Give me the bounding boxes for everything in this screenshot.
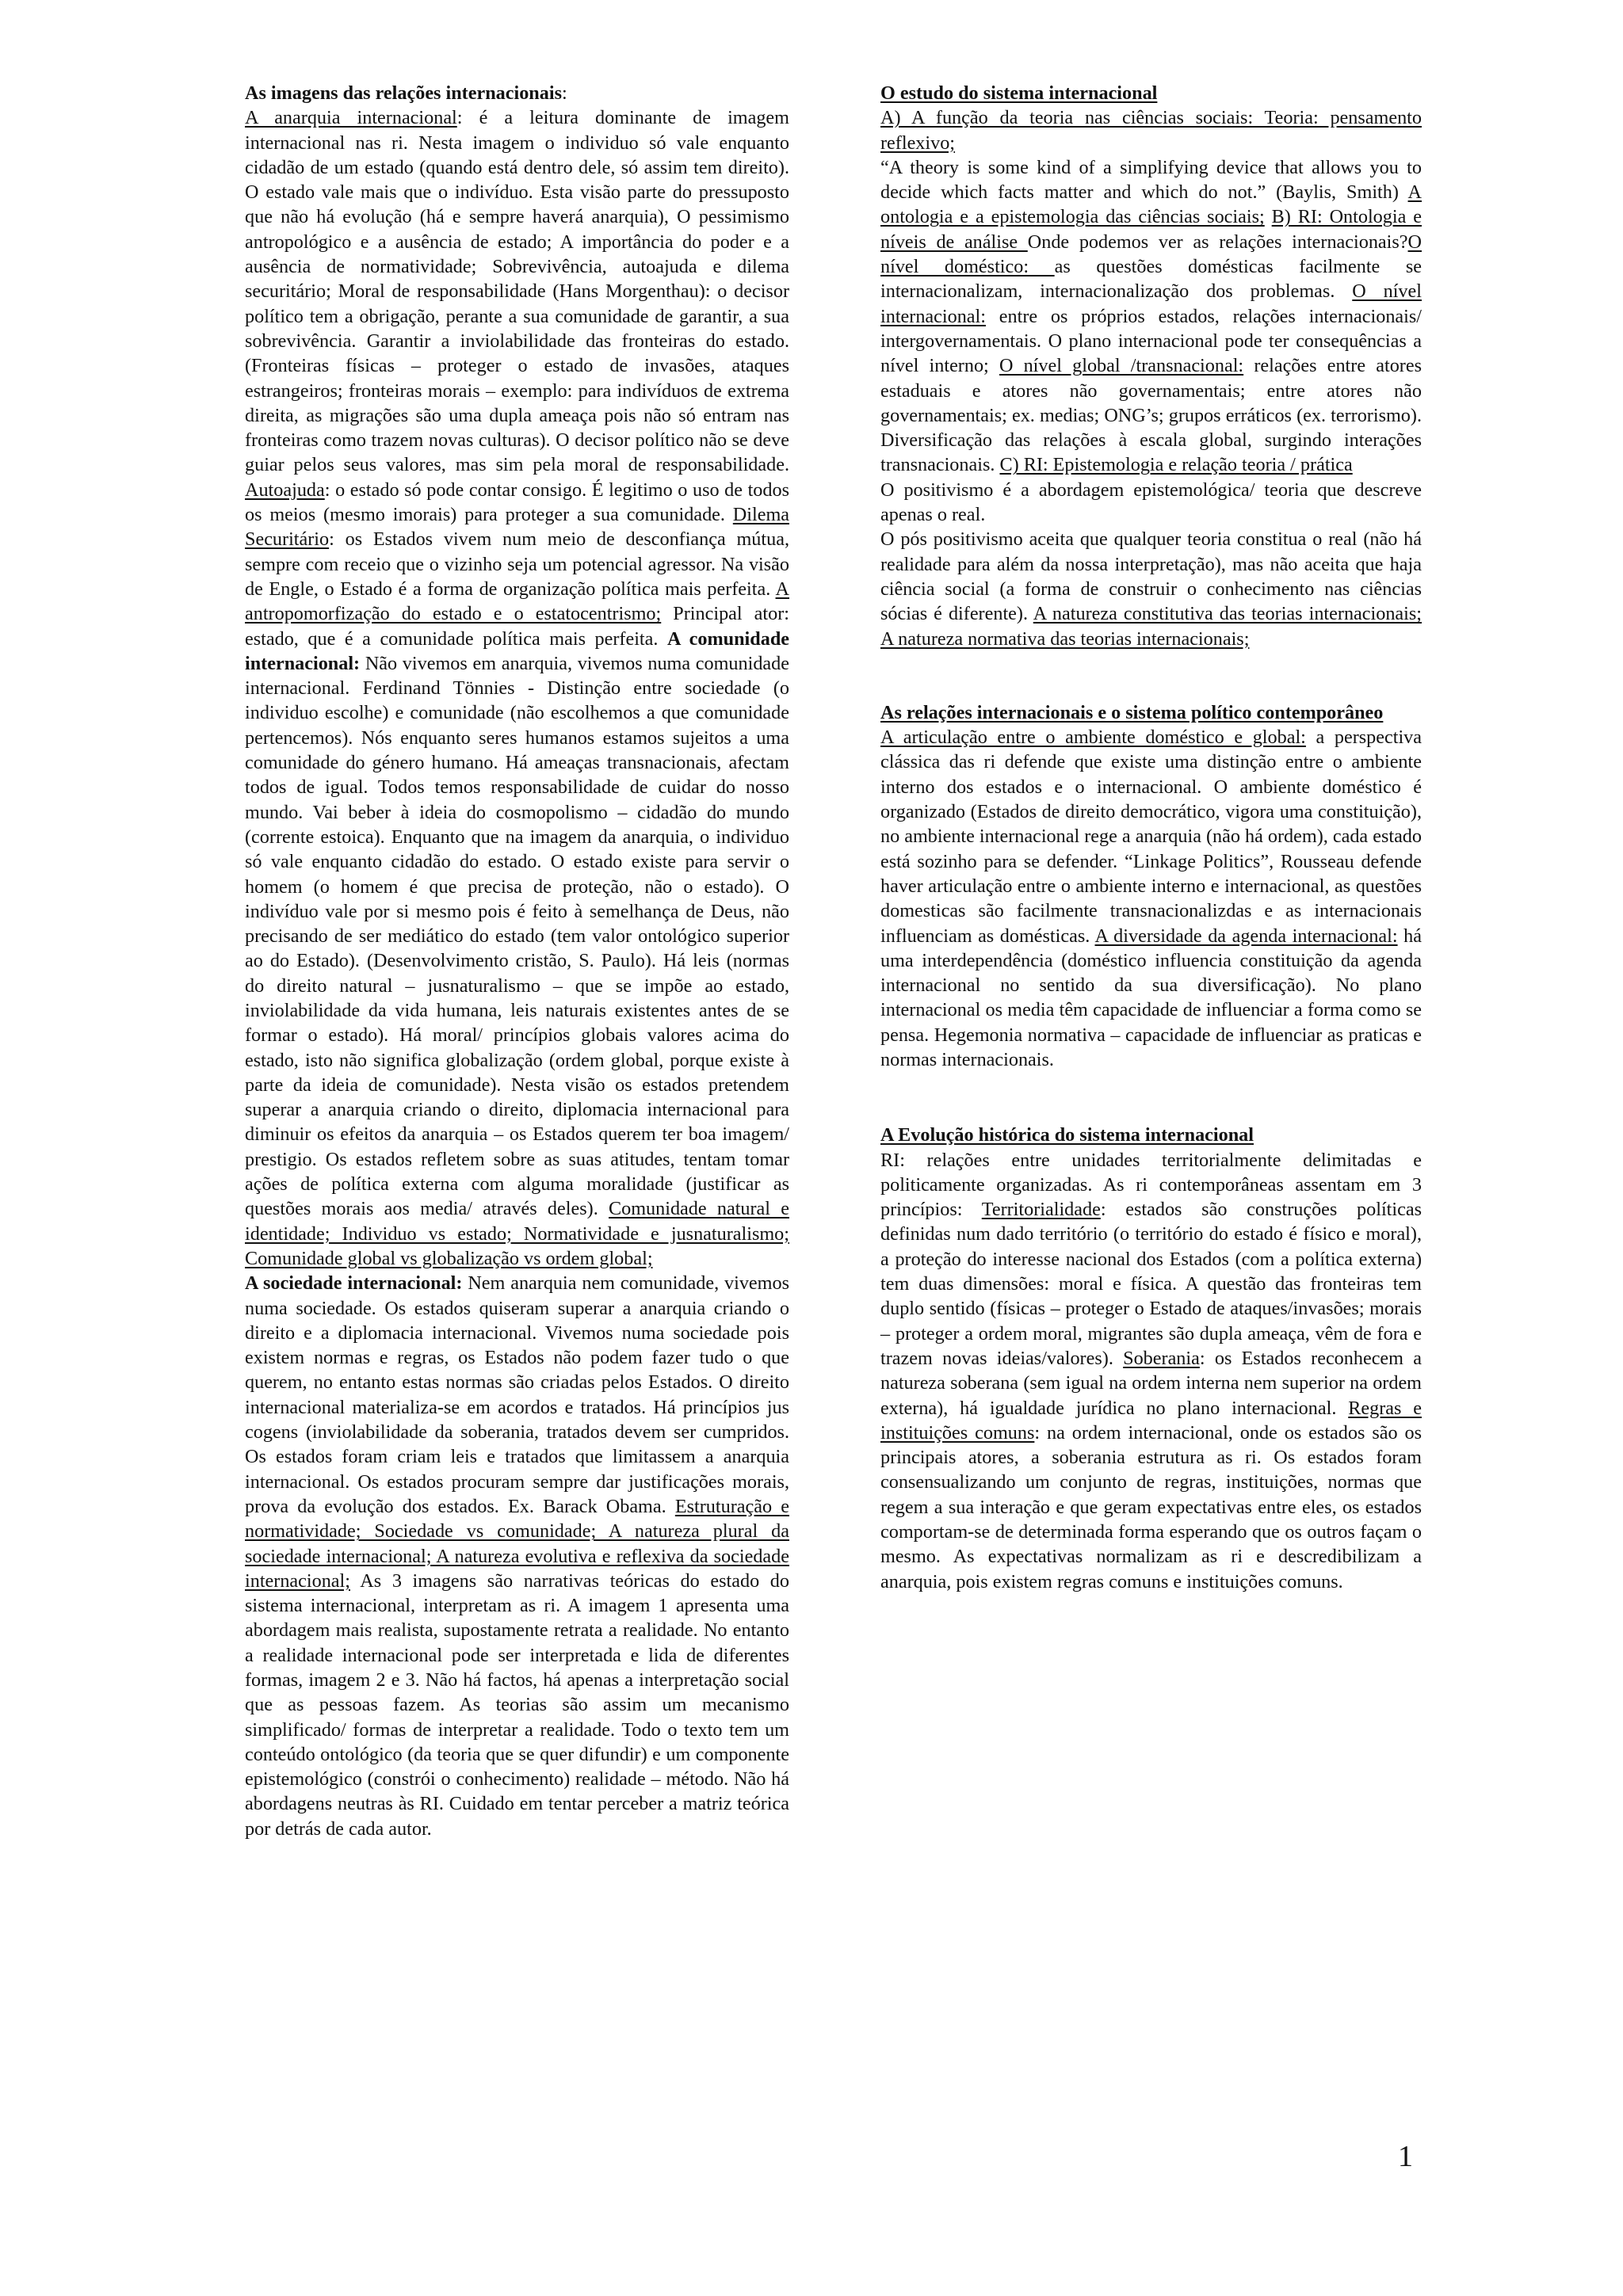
term-regras-instituicoes: Regras e instituições comuns [880, 1397, 1422, 1444]
paragraph-estudo [880, 81, 1422, 478]
heading-comunidade: A comunidade internacional: [245, 627, 790, 674]
paragraph-pos-positivismo [880, 527, 1422, 650]
heading-c-epistemologia: C) RI: Epistemologia e relação teoria / prática [999, 454, 1353, 476]
term-nivel-internacional: O nível internacional: [880, 280, 1422, 327]
text-final: As 3 imagens são narrativas teóricas do estado do sistema internacional, interpretam as ri. A imagem 1 apresenta uma abordagem mais realista, supostamente retrata a realidade. No entanto a realidade internacional pode ser interpretada e lida de diferentes formas, imagem 2 e 3. Não há factos, há apenas a interpretação social que as pessoas fazem. As teorias são assim um mecanismo simplificado/ formas de interpretar a realidade. Todo o texto tem um conteúdo ontológico (da teoria que se quer difundir) e um componente epistemológico (constrói o conhecimento) realidade – método. Não há abordagens neutras às RI. Cuidado em tentar perceber a matriz teórica por detrás de cada autor. [245, 1569, 789, 1840]
term-autoajuda: Autoajuda [245, 479, 325, 501]
text-regras: : na ordem internacional, onde os estados são os principais atores, a soberania estrutura as ri. Os estados foram consensualizando um conjunto de regras, instituições, normas que regem a sua interação e que geram expectativas entre eles, os estados comportam-se de determinada forma esperando que os outros façam o mesmo. As expectativas normalizam as ri e descredibilizam a anarquia, pois existem regras comuns e instituições comuns. [880, 1421, 1423, 1592]
quote-baylis-smith: “A theory is some kind of a simplifying device that allows you to decide which facts matter and which do not.” (Baylis, Smith) [880, 156, 1422, 204]
term-territorialidade: Territorialidade [981, 1199, 1101, 1221]
paragraph-sistema-politico [880, 700, 1422, 1072]
topics-comunidade: Comunidade natural e identidade; Individuo vs estado; Normatividade e jusnaturalismo; Comunidade global vs globalização vs ordem global; [245, 1198, 789, 1269]
paragraph-evolucao [880, 1123, 1422, 1594]
text-territorialidade: : estados são construções políticas definidas num dado território (o território do estado é físico e moral), a proteção do interesse nacional dos Estados (com a política externa) tem duas dimensões: moral e física. A questão das fronteiras tem duplo sentido (físicas – proteger o Estado de ataques/invasões; morais – proteger a ordem moral, migrantes são dupla ameaça, vêm de fora e trazem novas ideias/valores). [880, 1199, 1422, 1369]
text-articulacao: a perspectiva clássica das ri defende que existe uma distinção entre o ambiente interno dos estados e o internacional. O ambiente doméstico é organizado (Estados de direito democrático, vigora uma constituição), no ambiente internacional rege a anarquia (não há ordem), cada estado está sozinho para se defender. “Linkage Politics”, Rousseau defende haver articulação entre o ambiente interno e internacional, as questões domesticas são facilmente transnacionalizdas e as internacionais influenciam as domésticas. [880, 727, 1422, 947]
heading-anarquia: A anarquia internacional [245, 107, 457, 129]
term-nivel-global: O nível global /transnacional: [999, 355, 1244, 377]
text-pos-positivismo: O pós positivismo aceita que qualquer teoria constitua o real (não há realidade para além da nossa interpretação), mas não aceita que haja ciência social (a forma de construir o conhecimento nas ciências sócias é diferente). [880, 528, 1422, 625]
page-number: 1 [1398, 2140, 1413, 2173]
topic-ontologia: A ontologia e a epistemologia das ciências sociais; [880, 181, 1422, 228]
paragraph-positivismo: O positivismo é a abordagem epistemológica/ teoria que descreve apenas o real. [880, 479, 1422, 526]
paragraph-imagens: As imagens das relações internacionais: A anarquia internacional: é a leitura dominante de imagem internacional nas ri. Nesta imagem o individuo só vale enquanto cidadão de um estado (quando está dentro dele, só assim tem direito). O estado vale mais que o indivíduo. Esta visão parte do pressuposto que não há evolução (há e sempre haverá anarquia), O pessimismo antropológico e a ausência de estado; A importância do poder e a ausência de normatividade; Sobrevivência, autoajuda e dilema securitário; Moral de responsabilidade (Hans Morgenthau): o decisor político tem a obrigação, perante a sua comunidade de garantir, a sua sobrevivência. Garantir a inviolabilidade das fronteiras do estado. (Fronteiras físicas – proteger o estado de invasões, ataques estrangeiros; fronteiras morais – exemplo: para indivíduos de extrema direita, as migrações são uma dupla ameaça pois não só entram nas fronteiras como trazem novas culturas). O decisor político não se deve guiar pelos seus valores, mas sim pela moral de responsabilidade. Autoajuda: o estado só pode contar consigo. É legitimo o uso de todos os meios (mesmo imorais) para proteger a sua comunidade. Dilema Securitário: os Estados vivem num meio de desconfiança mútua, sempre com receio que o vizinho seja um potencial agressor. Na visão de Engle, o Estado é a forma de organização política mais perfeita. A antropomorfização do estado e o estatocentrismo; Principal ator: estado, que é a comunidade política mais perfeita. A comunidade internacional: Não vivemos em anarquia, vivemos numa comunidade internacional. Ferdinand Tönnies - Distinção entre sociedade (o individuo escolhe) e comunidade (não escolhemos a que comunidade pertencemos). Nós enquanto seres humanos estamos sujeitos a uma comunidade do género humano. Há ameaças transnacionais, afectam todos de igual. Todos temos responsabilidade de cuidar do nosso mundo. Vai beber à ideia do cosmopolismo – cidadão do mundo (corrente estoica). Enquanto que na imagem da anarquia, o individuo só vale enquanto cidadão do estado. O estado existe para servir o homem (o homem é que precisa de proteção, não o estado). O indivíduo vale por si mesmo pois é feito à semelhança de Deus, não precisando de ser mediático do estado (tem valor ontológico superior ao do Estado). (Desenvolvimento cristão, S. Paulo). Há leis (normas do direito natural – jusnaturalismo – que se impõe ao estado, inviolabilidade da vida humana, leis naturais existentes antes de se formar o estado). Há moral/ princípios globais valores acima do estado, isto não significa globalização (ordem global, porque existe à parte da ideia de comunidade). Nesta visão os estados pretendem superar a anarquia criando o direito, diplomacia internacional para diminuir os efeitos da anarquia – os Estados querem ter boa imagem/ prestigio. Os estados refletem sobre as suas atitudes, tentam tomar ações de política externa com alguma moralidade (justificar as questões morais aos media/ através deles). Comunidade natural e identidade; Individuo vs estado; Normatividade e jusnaturalismo; Comunidade global vs globalização vs ordem global; A sociedade internacional: Nem anarquia nem comunidade, vivemos numa sociedade. Os estados quiseram superar a anarquia criando o direito e a diplomacia internacional. Vivemos numa sociedade pois existem normas e regras, os Estados não podem fazer tudo o que querem, no entanto estas normas são criadas pelos Estados. O direito internacional materializa-se em acordos e tratados. Há princípios jus cogens (inviolabilidade da soberania, tratados devem ser cumpridos. Os estados foram criam leis e tratados que limitassem a anarquia internacional. Os estados procuram sempre dar justificações morais, prova da evolução dos estados. Ex. Barack Obama. Estruturação e normatividade; Sociedade vs comunidade; A natureza plural da sociedade internacional; A natureza evolutiva e reflexiva da sociedade internacional; As 3 imagens são narrativas teóricas do estado do sistema internacional, interpretam as ri. A imagem 1 apresenta uma abordagem mais realista, supostamente retrata a realidade. No entanto a realidade internacional pode ser interpretada e lida de diferentes formas, imagem 2 e 3. Não há factos, há apenas a interpretação social que as pessoas fazem. As teorias são assim um mecanismo simplificado/ formas de interpretar a realidade. Todo o texto tem um conteúdo ontológico (da teoria que se quer difundir) e um componente epistemológico (constrói o conhecimento) realidade – método. Não há abordagens neutras às RI. Cuidado em tentar perceber a matriz teórica por detrás de cada autor. [245, 82, 790, 1840]
topic-natureza-normativa: A natureza normativa das teorias internacionais; [880, 627, 1250, 650]
section-title-imagens: As imagens das relações internacionais [245, 82, 562, 104]
term-soberania: Soberania [1123, 1347, 1200, 1369]
text-autoajuda: : o estado só pode contar consigo. É legitimo o uso de todos os meios (mesmo imorais) para proteger a sua comunidade. [245, 479, 789, 526]
text-nivel-global: relações entre atores estaduais e atores não governamentais; entre atores não governamentais; ex. medias; ONG’s; grupos erráticos (ex. terrorismo). Diversificação das relações à escala global, surgindo interações transnacionais. [880, 355, 1422, 476]
term-dilema-securitario: Dilema Securitário [245, 504, 789, 551]
heading-evolucao: A Evolução histórica do sistema internacional [880, 1124, 1254, 1146]
text-comunidade-1: Não vivemos em anarquia, vivemos numa comunidade internacional. Ferdinand Tönnies - Distinção entre sociedade (o individuo escolhe) e comunidade (não escolhemos a que comunidade pertencemos). Nós enquanto seres humanos estamos sujeitos a uma comunidade do género humano. [245, 652, 789, 774]
topics-sociedade: Estruturação e normatividade; Sociedade vs comunidade; A natureza plural da sociedade internacional; A natureza evolutiva e reflexiva da sociedade internacional; [245, 1495, 789, 1592]
text-soberania: : os Estados reconhecem a natureza soberana (sem igual na ordem interna nem superior na ordem externa), há igualdade jurídica no plano internacional. [880, 1347, 1422, 1419]
heading-b-ontologia: B) RI: Ontologia e níveis de análise [880, 206, 1422, 253]
term-diversidade: A diversidade da agenda internacional: [1094, 925, 1398, 947]
text-sociedade: Nem anarquia nem comunidade, vivemos numa sociedade. Os estados quiseram superar a anarquia criando o direito e a diplomacia internacional. Vivemos numa sociedade pois existem normas e regras, os Estados não podem fazer tudo o que querem, no entanto estas normas são criadas pelos Estados. O direito internacional materializa-se em acordos e tratados. Há princípios jus cogens (inviolabilidade da soberania, tratados devem ser cumpridos. Os estados foram criam leis e tratados que limitassem a anarquia internacional. Os estados procuram sempre dar justificações morais, prova da evolução dos estados. Ex. Barack Obama. [245, 1272, 789, 1517]
text-antropomorfizacao: Principal ator: estado, que é a comunidade política mais perfeita. [245, 603, 790, 650]
text-dilema: : os Estados vivem num meio de desconfiança mútua, sempre com receio que o vizinho seja um potencial agressor. Na visão de Engle, o Estado é a forma de organização política mais perfeita. [245, 528, 789, 600]
heading-sociedade: A sociedade internacional: [245, 1272, 463, 1295]
heading-estudo: O estudo do sistema internacional [880, 82, 1158, 104]
text-diversidade: há uma interdependência (doméstico influencia constituição da agenda internacional no sentido da sua diversificação). No plano internacional os media têm capacidade de influenciar a forma como se pensa. Hegemonia normativa – capacidade de influenciar as praticas e normas internacionais. [880, 925, 1422, 1070]
text-anarquia: : é a leitura dominante de imagem internacional nas ri. Nesta imagem o individuo só vale enquanto cidadão de um estado (quando está dentro dele, só assim tem direito). O estado vale mais que o indivíduo. Esta visão parte do pressuposto que não há evolução (há e sempre haverá anarquia), O pessimismo antropológico e a ausência de estado; A importância do poder e a ausência de normatividade; Sobrevivência, autoajuda e dilema securitário; Moral de responsabilidade (Hans Morgenthau): o decisor político tem a obrigação, perante a sua comunidade de garantir, a sua sobrevivência. Garantir a inviolabilidade das fronteiras do estado. (Fronteiras físicas – proteger o estado de invasões, ataques estrangeiros; fronteiras morais – exemplo: para indivíduos de extrema direita, as migrações são uma dupla ameaça pois não só entram nas fronteiras como trazem novas culturas). O decisor político não se deve guiar pelos seus valores, mas sim pela moral de responsabilidade. [245, 107, 789, 476]
heading-a-funcao-teoria: A) A função da teoria nas ciências sociais: Teoria: pensamento reflexivo; [880, 107, 1422, 154]
text-evolucao: RI: relações entre unidades territorialmente delimitadas e politicamente organizadas. As ri contemporâneas assentam em 3 princípios: [880, 1149, 1422, 1221]
spacer [880, 1072, 1422, 1123]
topic-antropomorfizacao: A antropomorfização do estado e o estatocentrismo; [245, 578, 789, 625]
right-column [880, 81, 1422, 1594]
left-column [245, 81, 789, 1841]
spacer [880, 651, 1422, 700]
heading-sistema-politico: As relações internacionais e o sistema político contemporâneo [880, 701, 1384, 723]
text-comunidade-2: Há ameaças transnacionais, afectam todos de igual. Todos temos responsabilidade de cuidar do nosso mundo. Vai beber à ideia do cosmopolismo – cidadão do mundo (corrente estoica). Enquanto que na imagem da anarquia, o individuo só vale enquanto cidadão do estado. O estado existe para servir o homem (o homem é que precisa de proteção, não o estado). O indivíduo vale por si mesmo pois é feito à semelhança de Deus, não precisando de ser mediático do estado (tem valor ontológico superior ao do Estado). (Desenvolvimento cristão, S. Paulo). Há leis (normas do direito natural – jusnaturalismo – que se impõe ao estado, inviolabilidade da vida humana, leis naturais existentes antes de se formar o estado). Há moral/ princípios globais valores acima do estado, isto não significa globalização (ordem global, porque existe à parte da ideia de comunidade). Nesta visão os estados pretendem superar a anarquia criando o direito, diplomacia internacional para diminuir os efeitos da anarquia – os Estados querem ter boa imagem/ prestigio. Os estados refletem sobre as suas atitudes, tentam tomar ações de política externa com alguma moralidade (justificar as questões morais aos media/ através deles). [245, 752, 789, 1220]
topic-natureza-constitutiva: A natureza constitutiva das teorias internacionais; [1033, 603, 1423, 625]
term-articulacao: A articulação entre o ambiente doméstico e global: [880, 727, 1306, 749]
text-nivel-domestico: as questões domésticas facilmente se internacionalizam, internacionalização dos problemas. [880, 256, 1422, 303]
term-nivel-domestico: O nível doméstico: [880, 231, 1422, 278]
text-nivel-internacional: entre os próprios estados, relações internacionais/ intergovernamentais. O plano internacional pode ter consequências a nível interno; [880, 305, 1422, 377]
text-b: Onde podemos ver as relações internacionais? [1027, 231, 1408, 253]
